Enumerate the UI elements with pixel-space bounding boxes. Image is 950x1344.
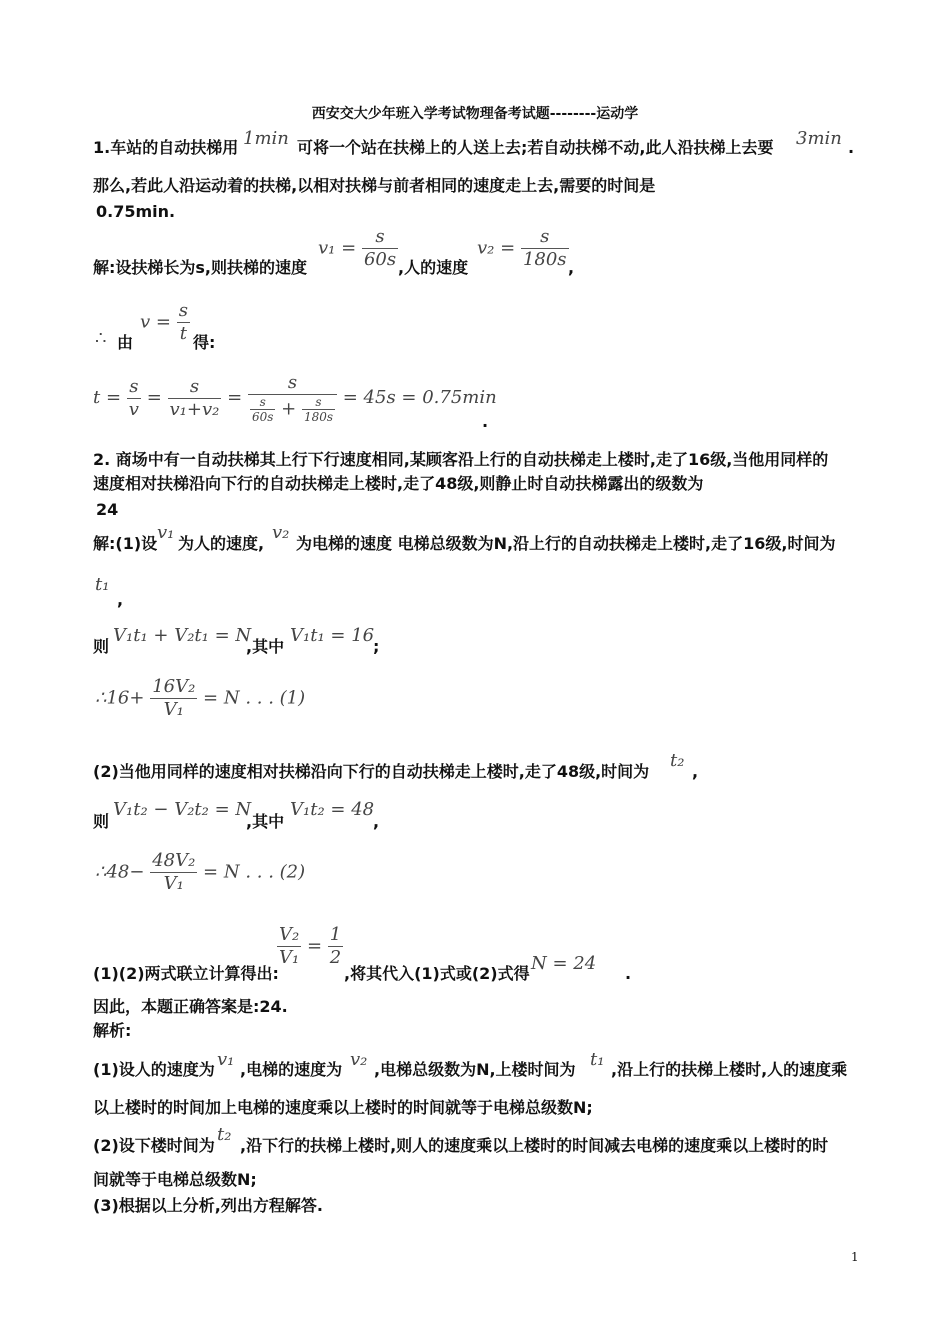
eq-frac3-den-a bbox=[250, 395, 275, 424]
eq2c-num: 48V₂ bbox=[152, 850, 196, 871]
p1-line1-end: . bbox=[848, 138, 855, 157]
p2-an3: (3)根据以上分析,列出方程解答. bbox=[93, 1196, 323, 1215]
p2-eq1b: V₁t₁ = 16 bbox=[290, 625, 375, 646]
p1-eq-dot: . bbox=[482, 412, 489, 431]
p2-an1-math-v2: v₂ bbox=[350, 1049, 368, 1070]
p2-line2: 速度相对扶梯沿向下行的自动扶梯走上楼时,走了48级,则静止时自动扶梯露出的级数为 bbox=[93, 474, 704, 493]
p2-math-t1: t₁ bbox=[95, 574, 110, 595]
p2-semicolon: ; bbox=[373, 637, 380, 656]
p1-math-3min: 3min bbox=[796, 128, 842, 149]
eq-plus: + bbox=[281, 398, 297, 420]
v1-numerator: s bbox=[362, 226, 398, 249]
v1-denominator: 60s bbox=[363, 249, 397, 270]
ratio-fraction bbox=[277, 924, 301, 969]
p2-line1: 2. 商场中有一自动扶梯其上行下行速度相同,某顾客沿上行的自动扶梯走上楼时,走了16级,当他用同样的 bbox=[93, 450, 829, 469]
half-num: 1 bbox=[329, 924, 342, 945]
p1-formula-vst bbox=[140, 300, 190, 345]
eq-equals-2: = bbox=[227, 387, 243, 408]
p2-eq2: V₁t₂ − V₂t₂ = N bbox=[113, 799, 252, 820]
ratio-equals: = bbox=[306, 935, 323, 957]
p2-answer: 24 bbox=[96, 500, 119, 519]
eq-result: = 45s = 0.75min bbox=[342, 387, 497, 408]
p2-math-t2: t₂ bbox=[670, 750, 685, 771]
vst-numerator: s bbox=[178, 300, 188, 321]
p2-an2-math-t2: t₂ bbox=[217, 1124, 232, 1145]
eq-frac3 bbox=[248, 372, 337, 424]
v2-fraction bbox=[521, 226, 569, 271]
document-title: 西安交大少年班入学考试物理备考试题--------运动学 bbox=[311, 106, 639, 122]
eq-equals-1: = bbox=[146, 387, 162, 408]
eq-frac3-den-a-num: s bbox=[250, 395, 275, 410]
p1-answer: 0.75min. bbox=[96, 202, 176, 221]
therefore-symbol: ∴ bbox=[95, 328, 107, 349]
v1-fraction bbox=[362, 226, 398, 271]
eq2c-prefix: ∴48− bbox=[95, 861, 145, 883]
p2-ze2: 则 bbox=[93, 812, 110, 831]
p2-sol3-a: (1)(2)两式联立计算得出: bbox=[93, 964, 279, 983]
p2-eq2c bbox=[95, 850, 305, 895]
v2-numerator: s bbox=[521, 226, 569, 249]
eq-frac3-den-b-den: 180s bbox=[303, 410, 333, 424]
eq1c-fraction bbox=[150, 676, 197, 721]
p1-line2: 那么,若此人沿运动着的扶梯,以相对扶梯与前者相同的速度走上去,需要的时间是 bbox=[93, 176, 656, 195]
ratio-den: V₁ bbox=[279, 947, 300, 968]
p2-an1-b: ,电梯的速度为 bbox=[240, 1060, 343, 1079]
p2-an1-math-v1: v₁ bbox=[217, 1049, 235, 1070]
eq-frac3-den-b bbox=[302, 395, 335, 424]
p1-solution-a: 解:设扶梯长为s,则扶梯的速度 bbox=[93, 258, 308, 277]
eq-frac2-den: v₁+v₂ bbox=[169, 398, 220, 420]
vst-fraction bbox=[177, 300, 190, 345]
p1-you: 由 bbox=[117, 333, 134, 352]
p2-eq1: V₁t₁ + V₂t₁ = N bbox=[113, 625, 252, 646]
p2-analysis-heading: 解析: bbox=[93, 1021, 132, 1040]
p2-sol3-end: . bbox=[625, 964, 632, 983]
p2-eq1c bbox=[95, 676, 305, 721]
ratio-num: V₂ bbox=[279, 924, 300, 945]
p1-solution-b: ,人的速度 bbox=[398, 258, 469, 277]
p2-ze1: 则 bbox=[93, 637, 110, 656]
eq-frac3-den-a-den: 60s bbox=[251, 410, 274, 424]
p2-qizhong1: ,其中 bbox=[246, 637, 285, 656]
p2-sol1-a: 解:(1)设 bbox=[93, 534, 158, 553]
eq-t: t = bbox=[93, 387, 122, 408]
p2-an1-d: ,沿上行的扶梯上楼时,人的速度乘 bbox=[611, 1060, 848, 1079]
v2-denominator: 180s bbox=[522, 249, 567, 270]
page-number: 1 bbox=[851, 1250, 859, 1264]
p1-de: 得: bbox=[193, 333, 216, 352]
eq-frac3-den-b-num: s bbox=[302, 395, 335, 410]
p2-qizhong2: ,其中 bbox=[246, 812, 285, 831]
eq-frac1-num: s bbox=[127, 376, 141, 399]
p1-formula-v1 bbox=[318, 226, 398, 271]
p1-formula-v2 bbox=[477, 226, 569, 271]
vst-denominator: t bbox=[179, 323, 187, 344]
eq2c-den: V₁ bbox=[163, 873, 184, 894]
p2-an2-a: (2)设下楼时间为 bbox=[93, 1136, 215, 1155]
p2-an2-line2: 间就等于电梯总级数N; bbox=[93, 1170, 257, 1189]
p2-math-v2: v₂ bbox=[272, 522, 290, 543]
p1-math-1min: 1min bbox=[243, 128, 289, 149]
vst-lhs: v = bbox=[140, 311, 171, 333]
p2-sol3-b: ,将其代入(1)式或(2)式得 bbox=[344, 964, 530, 983]
eq1c-num: 16V₂ bbox=[152, 676, 196, 697]
p2-comma2: , bbox=[692, 762, 699, 781]
v1-lhs: v₁ = bbox=[318, 237, 357, 259]
p1-solution-c: , bbox=[568, 258, 575, 277]
p2-sol1-c: 为电梯的速度 电梯总级数为N,沿上行的自动扶梯走上楼时,走了16级,时间为 bbox=[296, 534, 836, 553]
p2-math-N24: N = 24 bbox=[531, 953, 597, 974]
eq1c-prefix: ∴16+ bbox=[95, 687, 145, 709]
p2-an1-math-t1: t₁ bbox=[590, 1049, 605, 1070]
p2-sol2-a: (2)当他用同样的速度相对扶梯沿向下行的自动扶梯走上楼时,走了48级,时间为 bbox=[93, 762, 650, 781]
p2-an1-a: (1)设人的速度为 bbox=[93, 1060, 215, 1079]
p1-main-equation bbox=[93, 372, 497, 424]
v2-lhs: v₂ = bbox=[477, 237, 516, 259]
eq-frac1 bbox=[127, 376, 141, 421]
p2-an1-c: ,电梯总级数为N,上楼时间为 bbox=[374, 1060, 576, 1079]
eq-frac3-num: s bbox=[248, 372, 337, 395]
eq-frac3-den bbox=[248, 395, 337, 424]
eq1c-suffix: = N . . . (1) bbox=[203, 687, 306, 709]
half-fraction bbox=[328, 924, 343, 969]
p2-math-v1: v₁ bbox=[157, 522, 175, 543]
eq2c-suffix: = N . . . (2) bbox=[203, 861, 306, 883]
p2-an1-line2: 以上楼时的时间加上电梯的速度乘以上楼时的时间就等于电梯总级数N; bbox=[93, 1098, 593, 1117]
half-den: 2 bbox=[329, 947, 342, 968]
p2-eq2b: V₁t₂ = 48 bbox=[290, 799, 375, 820]
eq1c-den: V₁ bbox=[163, 699, 184, 720]
p1-line1-a: 1.车站的自动扶梯用 bbox=[93, 138, 239, 157]
eq-frac2-num: s bbox=[168, 376, 222, 399]
eq-frac1-den: v bbox=[128, 398, 139, 420]
p2-conclusion: 因此，本题正确答案是:24. bbox=[93, 997, 288, 1016]
p1-line1-b: 可将一个站在扶梯上的人送上去;若自动扶梯不动,此人沿扶梯上去要 bbox=[297, 138, 774, 157]
p2-comma1: , bbox=[117, 590, 124, 609]
p2-sol1-b: 为人的速度, bbox=[178, 534, 265, 553]
p2-ratio bbox=[277, 924, 343, 969]
eq-frac2 bbox=[168, 376, 222, 421]
p2-comma3: , bbox=[373, 812, 380, 831]
eq2c-fraction bbox=[150, 850, 197, 895]
p2-an2-b: ,沿下行的扶梯上楼时,则人的速度乘以上楼时的时间减去电梯的速度乘以上楼时的时 bbox=[240, 1136, 829, 1155]
